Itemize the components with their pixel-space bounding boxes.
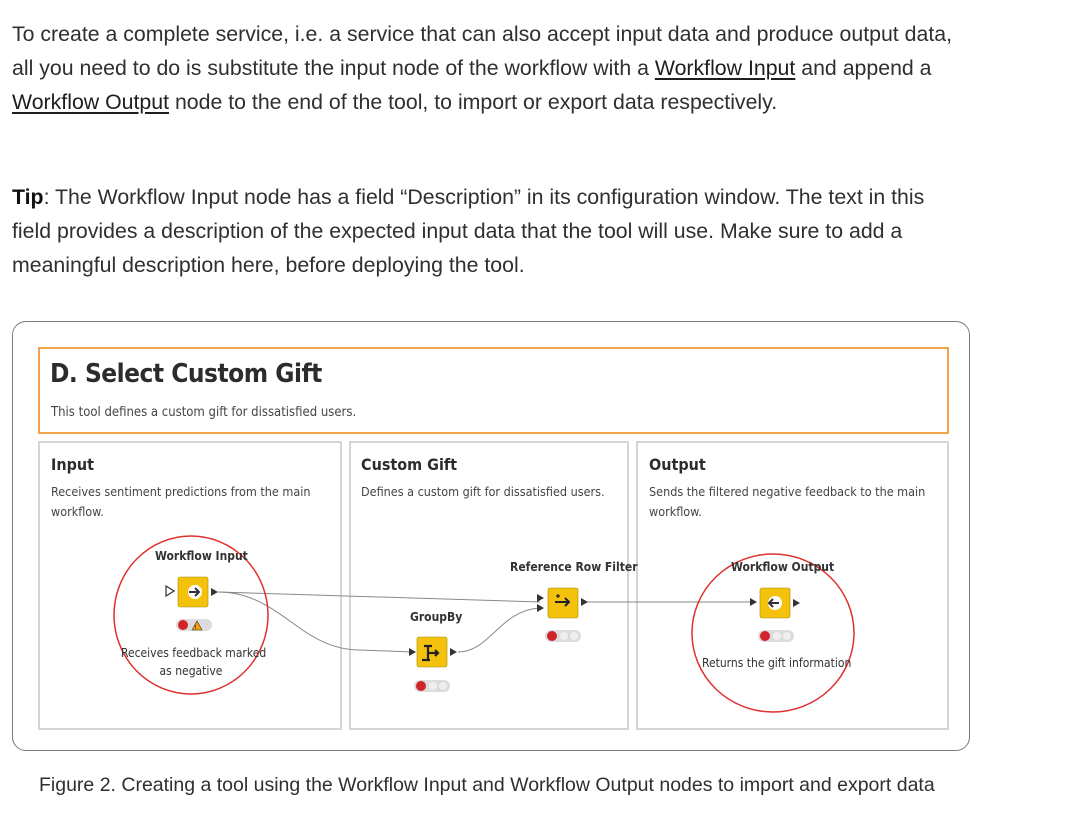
workflow-input-note — [121, 644, 267, 680]
workflow-output-node[interactable] — [750, 588, 800, 642]
workflow-input-note-line2: as negative — [159, 664, 223, 678]
warning-glyph: ! — [194, 624, 197, 632]
output-port-icon — [211, 588, 218, 596]
tip-body: : The Workflow Input node has a field “Description” in its configuration window. The text in this field provides a description of the expected input data that the tool will use. Make sure to add a meaningful description here, before deploying the tool. — [12, 185, 925, 277]
output-panel-title: Output — [649, 455, 706, 474]
input-port-icon — [166, 586, 174, 596]
output-desc-line2: workflow. — [649, 504, 702, 519]
output-status-yellow — [773, 632, 781, 640]
status-red-light — [178, 620, 188, 630]
filter-status-green — [570, 632, 578, 640]
filter-status-red — [547, 631, 557, 641]
reference-row-filter-node[interactable] — [537, 588, 588, 642]
filter-in-port-1-icon — [537, 594, 544, 602]
workflow-output-label: Workflow Output — [731, 560, 835, 574]
reference-row-filter-label: Reference Row Filter — [510, 560, 638, 574]
workflow-input-link[interactable]: Workflow Input — [654, 56, 796, 80]
output-node-out-port-icon — [793, 599, 800, 607]
groupby-in-port-icon — [409, 648, 416, 656]
filter-in-port-2-icon — [537, 604, 544, 612]
workflow-output-link[interactable]: Workflow Output — [12, 90, 170, 114]
connection-groupby-filter — [458, 608, 540, 652]
workflow-output-note: Returns the gift information — [702, 656, 852, 670]
groupby-status-red — [416, 681, 426, 691]
component-title: D. Select Custom Gift — [50, 359, 322, 389]
intro-text-2: and append a — [795, 56, 932, 80]
tip-label: Tip — [12, 185, 44, 209]
figure-caption: Figure 2. Creating a tool using the Workflow Input and Workflow Output nodes to import and export data — [39, 774, 935, 796]
component-description: This tool defines a custom gift for dissatisfied users. — [51, 405, 357, 420]
input-panel-title: Input — [51, 455, 95, 474]
connection-input-groupby — [218, 592, 412, 652]
groupby-out-port-icon — [450, 648, 457, 656]
intro-text-1: To create a complete service, i.e. a service that can also accept input data and produce output data, all you need to do is substitute the input node of the workflow with a — [12, 22, 952, 80]
filter-status-yellow — [560, 632, 568, 640]
intro-text-3: node to the end of the tool, to import or export data respectively. — [169, 90, 778, 114]
input-desc-line1: Receives sentiment predictions from the main — [51, 484, 311, 499]
output-status-red — [760, 631, 770, 641]
input-desc-line2: workflow. — [51, 504, 104, 519]
groupby-node[interactable] — [409, 637, 457, 692]
output-status-green — [783, 632, 791, 640]
output-desc-line1: Sends the filtered negative feedback to the main — [649, 484, 926, 499]
filter-out-port-icon — [581, 598, 588, 606]
custom-gift-panel-title: Custom Gift — [361, 455, 458, 474]
workflow-input-note-line1: Receives feedback marked — [121, 646, 267, 660]
custom-desc-line1: Defines a custom gift for dissatisfied users. — [361, 484, 605, 499]
output-node-in-port-icon — [750, 598, 757, 606]
groupby-status-green — [439, 682, 447, 690]
workflow-input-node[interactable] — [166, 577, 218, 632]
groupby-label: GroupBy — [410, 610, 463, 624]
groupby-status-yellow — [429, 682, 437, 690]
workflow-input-label: Workflow Input — [155, 549, 248, 563]
